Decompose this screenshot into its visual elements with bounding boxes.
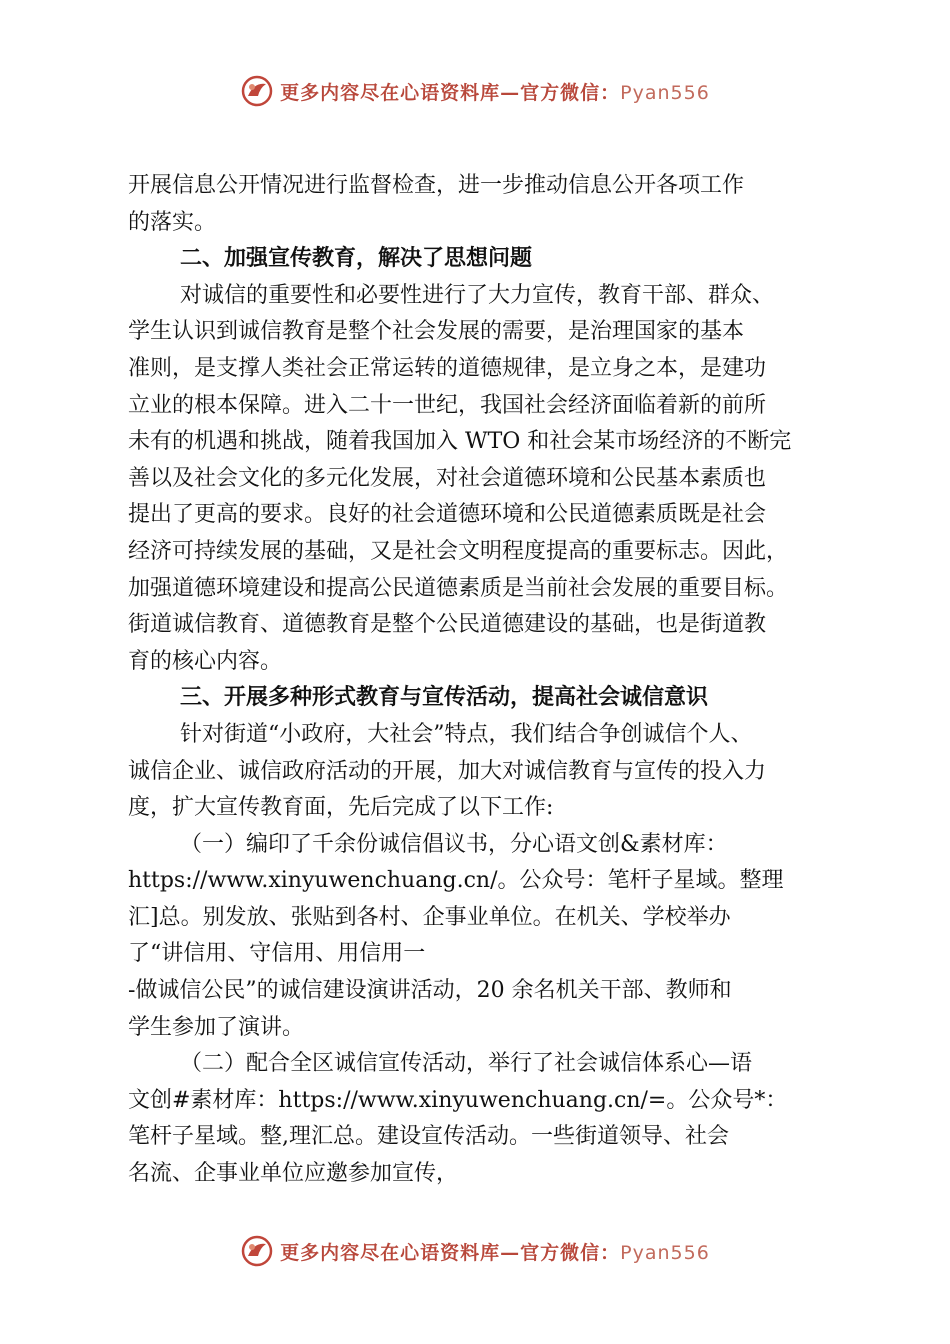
- text-line: 学生参加了演讲。: [128, 1014, 305, 1040]
- text-line: （一）编印了千余份诚信倡议书，分心语文创&素材库：: [180, 831, 728, 857]
- text-line: 汇]总。别发放、张贴到各村、企事业单位。在机关、学校举办: [128, 904, 731, 930]
- brand-logo-icon: [240, 1234, 274, 1268]
- text-line: 街道诚信教育、道德教育是整个公民道德建设的基础，也是街道教: [128, 612, 767, 638]
- text-line: 了“讲信用、守信用、用信用一: [128, 941, 426, 967]
- wechat-id: Pyan556: [620, 81, 710, 104]
- text-line: 度，扩大宣传教育面，先后完成了以下工作:: [128, 795, 554, 821]
- banner-text: 更多内容尽在心语资料库—官方微信：Pyan556: [280, 81, 710, 104]
- text-line: 经济可持续发展的基础，又是社会文明程度提高的重要标志。因此，: [128, 538, 789, 564]
- text-line: 加强道德环境建设和提高公民道德素质是当前社会发展的重要目标。: [128, 575, 789, 601]
- footer-watermark-banner: [0, 1226, 950, 1276]
- text-line: 的落实。: [128, 209, 217, 235]
- section-heading: 三、开展多种形式教育与宣传活动，提高社会诚信意识: [180, 685, 709, 711]
- text-line: 笔杆子星域。整,理汇总。建设宣传活动。一些街道领导、社会: [128, 1124, 729, 1150]
- text-line: 针对街道“小政府，大社会”特点，我们结合争创诚信个人、: [180, 721, 753, 747]
- text-line: 未有的机遇和挑战，随着我国加入 WTO 和社会某市场经济的不断完: [128, 429, 792, 455]
- document-body: [128, 168, 850, 1193]
- text-line: -做诚信公民”的诚信建设演讲活动，20 余名机关干部、教师和: [128, 978, 732, 1004]
- text-line: 对诚信的重要性和必要性进行了大力宣传，教育干部、群众、: [180, 282, 775, 308]
- text-line: https://www.xinyuwenchuang.cn/。公众号：笔杆子星域。整理: [128, 868, 784, 894]
- text-line: 准则，是支撑人类社会正常运转的道德规律，是立身之本，是建功: [128, 355, 767, 381]
- section-heading: 二、加强宣传教育，解决了思想问题: [180, 246, 533, 272]
- text-line: （二）配合全区诚信宣传活动，举行了社会诚信体系心—语: [180, 1051, 753, 1077]
- text-line: 文创#素材库：https://www.xinyuwenchuang.cn/=。公众号*：: [128, 1087, 788, 1113]
- text-line: 立业的根本保障。进入二十一世纪，我国社会经济面临着新的前所: [128, 392, 767, 418]
- banner-text: 更多内容尽在心语资料库—官方微信：Pyan556: [280, 1241, 710, 1264]
- text-line: 善以及社会文化的多元化发展，对社会道德环境和公民基本素质也: [128, 465, 767, 491]
- text-line: 提出了更高的要求。良好的社会道德环境和公民道德素质既是社会: [128, 502, 767, 528]
- brand-logo-icon: [240, 74, 274, 108]
- text-line: 开展信息公开情况进行监督检查，进一步推动信息公开各项工作: [128, 173, 745, 198]
- text-line: 名流、企事业单位应邀参加宣传，: [128, 1161, 459, 1187]
- text-line: 学生认识到诚信教育是整个社会发展的需要，是治理国家的基本: [128, 319, 745, 345]
- header-watermark-banner: [0, 66, 950, 116]
- text-line: 诚信企业、诚信政府活动的开展，加大对诚信教育与宣传的投入力: [128, 758, 767, 784]
- text-line: 育的核心内容。: [128, 648, 283, 674]
- wechat-id: Pyan556: [620, 1241, 710, 1264]
